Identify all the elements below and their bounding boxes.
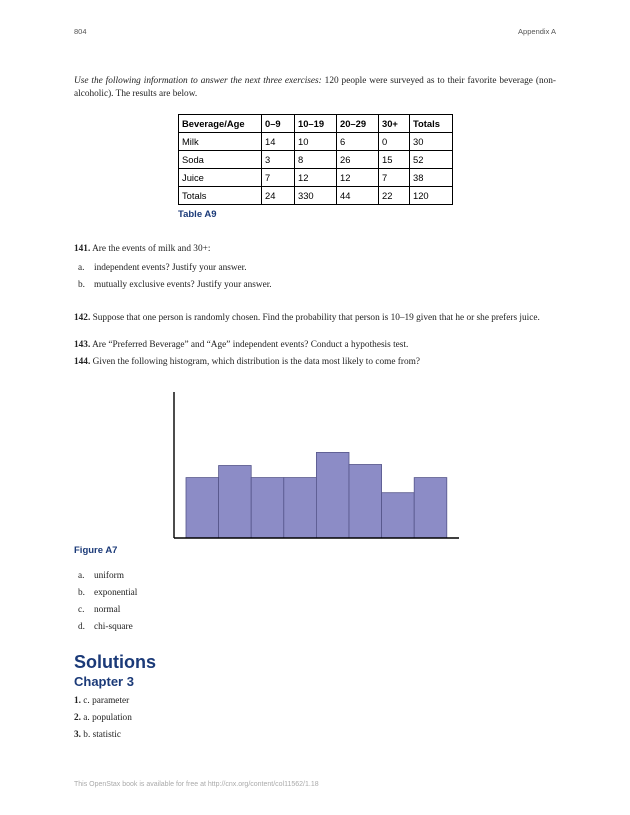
question-number: 142. (74, 313, 91, 323)
histogram-bar (186, 478, 219, 538)
histogram-bar (219, 466, 252, 538)
list-text: exponential (94, 588, 138, 598)
histogram-bar (251, 478, 284, 538)
list-marker: b. (78, 588, 85, 598)
question-143 (74, 339, 556, 352)
table-cell: 12 (337, 169, 379, 187)
table-header: 20–29 (337, 115, 379, 133)
question-144 (74, 356, 556, 369)
table-row (179, 187, 453, 205)
page-number: 804 (74, 27, 87, 36)
table-row (179, 151, 453, 169)
solution-item (74, 712, 556, 725)
table-cell: 24 (262, 187, 295, 205)
intro-text: 120 people were surveyed as to their favorite beverage (non-alcoholic). The results are below. (74, 76, 556, 99)
table-header: 0–9 (262, 115, 295, 133)
list-marker: c. (78, 605, 85, 615)
list-item (78, 570, 124, 583)
table-cell: Totals (179, 187, 262, 205)
solution-text: b. statistic (80, 730, 122, 740)
question-text: Are the events of milk and 30+: (90, 244, 211, 254)
table-cell: 120 (410, 187, 453, 205)
histogram-bar (382, 493, 415, 538)
list-marker: a. (78, 571, 85, 581)
list-marker: a. (78, 263, 85, 273)
table-cell: Milk (179, 133, 262, 151)
histogram-bar (316, 452, 349, 538)
table-cell: 6 (337, 133, 379, 151)
table-cell: 26 (337, 151, 379, 169)
table-cell: 330 (295, 187, 337, 205)
histogram-bar (414, 478, 447, 538)
list-item (78, 604, 120, 617)
intro-italic: Use the following information to answer the next three exercises: (74, 76, 322, 86)
list-text: mutually exclusive events? Justify your answer. (94, 280, 272, 290)
question-text: Are “Preferred Beverage” and “Age” independent events? Conduct a hypothesis test. (90, 340, 409, 350)
question-142 (74, 312, 556, 325)
running-header: Appendix A (518, 27, 556, 36)
list-text: chi-square (94, 622, 133, 632)
solution-number: 2. (74, 713, 81, 723)
table-cell: 22 (379, 187, 410, 205)
intro-paragraph (74, 75, 556, 101)
question-number: 143. (74, 340, 91, 350)
question-number: 144. (74, 357, 91, 367)
table-header: Beverage/Age (179, 115, 262, 133)
table-header: 30+ (379, 115, 410, 133)
list-marker: b. (78, 280, 85, 290)
table-cell: 7 (379, 169, 410, 187)
chapter-heading: Chapter 3 (74, 674, 134, 689)
question-text: Given the following histogram, which distribution is the data most likely to come from? (90, 357, 421, 367)
histogram (168, 388, 468, 544)
table-cell: Soda (179, 151, 262, 169)
list-text: normal (94, 605, 121, 615)
table-cell: 30 (410, 133, 453, 151)
histogram-bars (186, 452, 447, 538)
list-item (78, 279, 272, 292)
list-item (78, 587, 137, 600)
table-cell: 52 (410, 151, 453, 169)
table-cell: 38 (410, 169, 453, 187)
table-header-row (179, 115, 453, 133)
table-cell: 14 (262, 133, 295, 151)
page-footer: This OpenStax book is available for free at http://cnx.org/content/col11562/1.18 (74, 781, 319, 788)
beverage-table (178, 114, 453, 205)
solution-text: c. parameter (80, 696, 130, 706)
table-cell: 12 (295, 169, 337, 187)
list-item (78, 621, 133, 634)
question-number: 141. (74, 244, 91, 254)
solution-item (74, 695, 556, 708)
solution-number: 3. (74, 730, 81, 740)
list-item (78, 262, 247, 275)
question-text: Suppose that one person is randomly chosen. Find the probability that person is 10–19 given that he or she prefers juice. (90, 313, 540, 323)
figure-caption: Figure A7 (74, 545, 118, 556)
table-row (179, 133, 453, 151)
solution-number: 1. (74, 696, 81, 706)
table-cell: 10 (295, 133, 337, 151)
list-marker: d. (78, 622, 85, 632)
histogram-bar (284, 478, 317, 538)
table-cell: 3 (262, 151, 295, 169)
table-header: 10–19 (295, 115, 337, 133)
table-cell: 8 (295, 151, 337, 169)
solution-text: a. population (80, 713, 132, 723)
table-cell: Juice (179, 169, 262, 187)
list-text: independent events? Justify your answer. (94, 263, 247, 273)
solutions-heading: Solutions (74, 652, 156, 672)
solution-item (74, 729, 556, 742)
table-caption: Table A9 (178, 209, 217, 220)
table-cell: 0 (379, 133, 410, 151)
table-header: Totals (410, 115, 453, 133)
question-141 (74, 243, 556, 256)
histogram-bar (349, 464, 382, 538)
list-text: uniform (94, 571, 124, 581)
table-row (179, 169, 453, 187)
table-cell: 44 (337, 187, 379, 205)
table-cell: 7 (262, 169, 295, 187)
table-cell: 15 (379, 151, 410, 169)
